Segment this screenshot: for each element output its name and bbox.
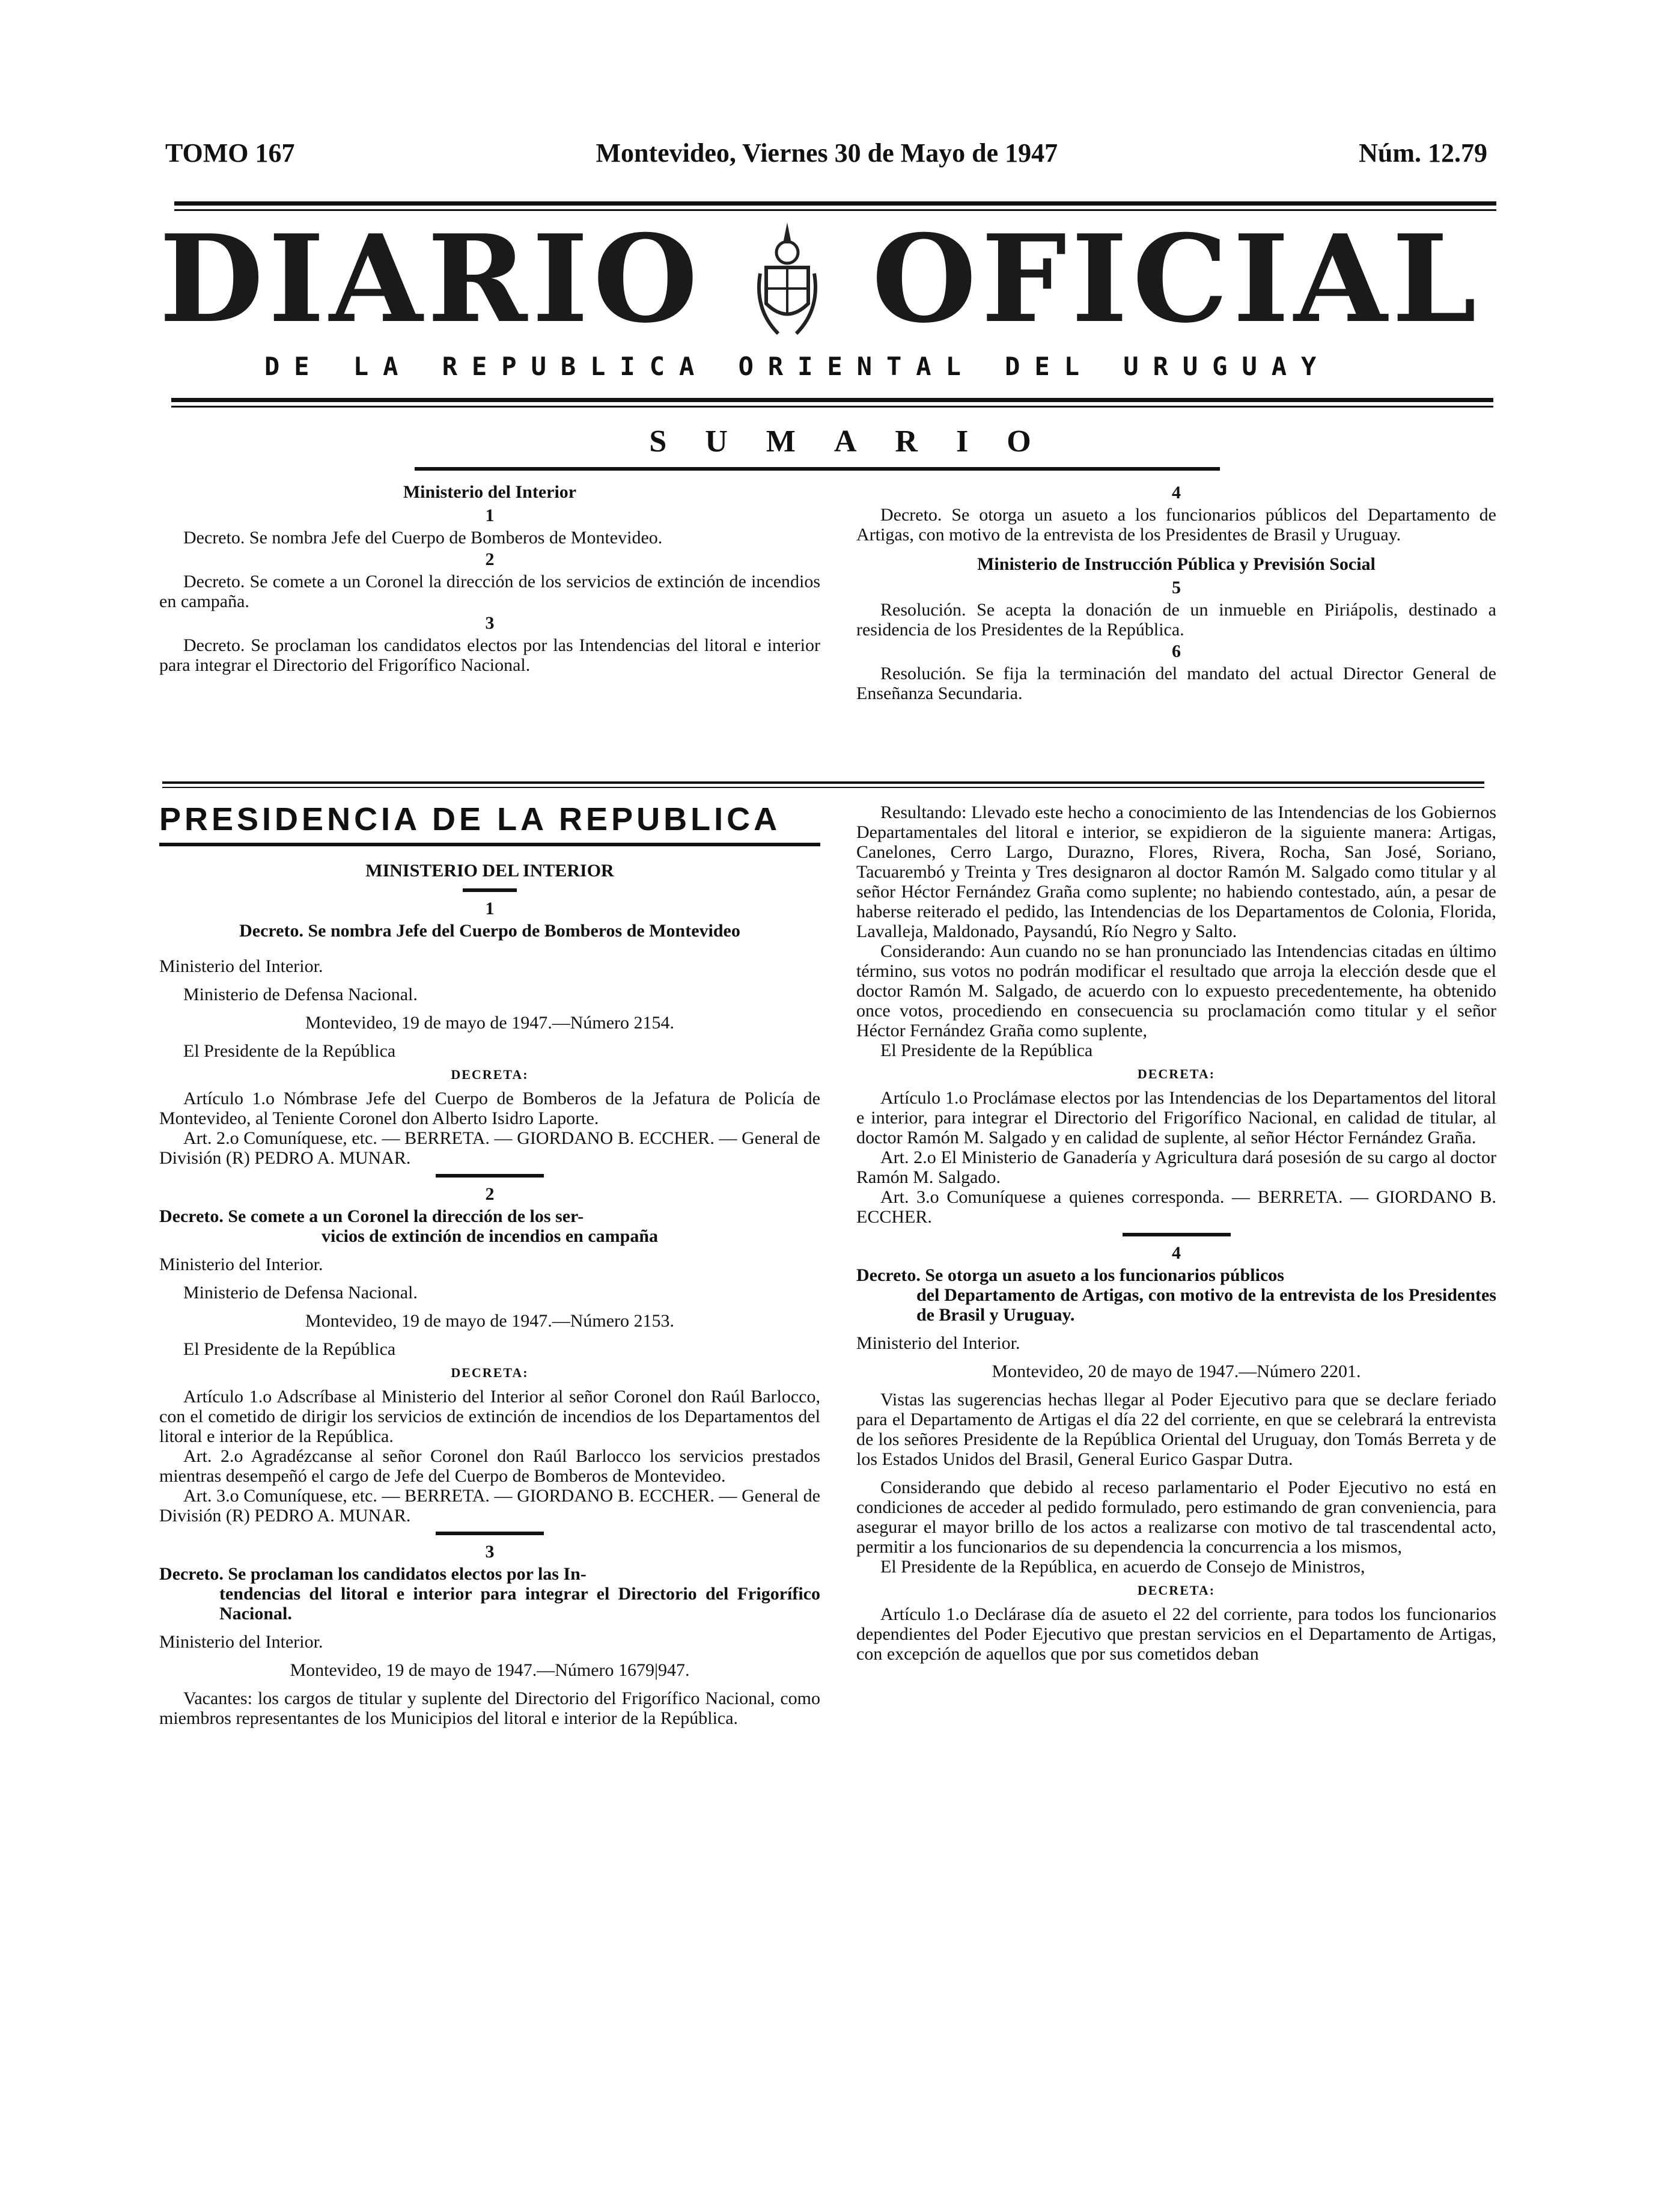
sumario-item-number: 3: [485, 613, 495, 633]
sumario-rule: [415, 467, 1220, 471]
president-line: El Presidente de la República: [880, 1040, 1093, 1060]
ministry-line: Ministerio de Defensa Nacional.: [183, 985, 418, 1004]
resultando-paragraph: Resultando: Llevado este hecho a conocimiento de las Intendencias de los Gobiernos Departamentales del litoral e interior, se expidieron de la siguiente manera: Artigas, Canelones, Cerro Largo, Durazno, Flores, Rivera, Rocha, San José, Soriano, Tacuarembó y Treinta y Tres designaron al doctor Ramón M. Salgado como titular y al señor Héctor Fernández Graña como suplente; no habiendo contestado, aún, a pesar de haberse reiterado el pedido, las Intendencias de los Departamentos de Colonia, Florida, Lavalleja, Maldonado, Paysandú, Río Negro y Salto.: [856, 802, 1496, 941]
sumario-item: Decreto. Se nombra Jefe del Cuerpo de Bomberos de Montevideo.: [183, 528, 663, 548]
issue-number: Núm. 12.79: [1359, 138, 1487, 168]
sumario-left-column: [159, 481, 820, 675]
ministry-line: Ministerio del Interior.: [159, 1254, 323, 1274]
sumario-ministry: Ministerio de Instrucción Pública y Previsión Social: [977, 554, 1376, 574]
decree-heading: Decreto. Se nombra Jefe del Cuerpo de Bomberos de Montevideo: [239, 921, 740, 941]
section-rule: [159, 843, 820, 846]
sumario-item: Resolución. Se acepta la donación de un inmueble en Piriápolis, destinado a residencia de los Presidentes de la República.: [856, 600, 1496, 640]
sumario-item-number: 2: [485, 549, 495, 569]
sumario-divider: [162, 781, 1484, 784]
article: Art. 2.o El Ministerio de Ganadería y Agricultura dará posesión de su cargo al doctor Ramón M. Salgado.: [856, 1147, 1496, 1187]
considerando-paragraph: Considerando: Aun cuando no se han pronunciado las Intendencias citadas en último término, sus votos no podrán modificar el resultado que arroja la elección desde que el doctor Ramón M. Salgado, de acuerdo con lo expuesto precedentemente, ha obtenido once votos, procediendo en consecuencia su proclamación como titular y el señor Héctor Fernández Graña como suplente,: [856, 941, 1496, 1040]
article: Artículo 1.o Declárase día de asueto el 22 del corriente, para todos los funcionarios dependientes del Poder Ejecutivo que prestan servicios en el Departamento de Artigas, con excepción de aquellos que por sus cometidos deban: [856, 1604, 1496, 1664]
issue-date: Montevideo, Viernes 30 de Mayo de 1947: [596, 138, 1058, 168]
short-rule: [463, 888, 517, 892]
decreta-label: DECRETA:: [1137, 1583, 1216, 1598]
sumario-item: Decreto. Se comete a un Coronel la dirección de los servicios de extinción de incendios en campaña.: [159, 572, 820, 611]
body-right-column: [856, 802, 1496, 1664]
article: Art. 2.o Agradézcanse al señor Coronel don Raúl Barlocco los servicios prestados mientras desempeñó el cargo de Jefe del Cuerpo de Bomberos de Montevideo.: [159, 1446, 820, 1486]
decree-number: 4: [1172, 1243, 1181, 1263]
ministry-line: Ministerio de Defensa Nacional.: [183, 1283, 418, 1303]
decree-heading: Decreto. Se otorga un asueto a los funcionarios públicos: [856, 1265, 1284, 1285]
sumario-item-number: 1: [485, 506, 495, 525]
sumario-item-number: 5: [1172, 578, 1181, 597]
volume-label: TOMO 167: [165, 138, 295, 168]
ministry-line: Ministerio del Interior.: [159, 1632, 323, 1652]
short-rule: [436, 1174, 544, 1178]
vacantes-paragraph: Vacantes: los cargos de titular y suplente del Directorio del Frigorífico Nacional, como miembros representantes de los Municipios del litoral e interior de la República.: [159, 1688, 820, 1728]
article: Art. 3.o Comuníquese a quienes corresponda. — BERRETA. — GIORDANO B. ECCHER.: [856, 1187, 1496, 1227]
short-rule: [1123, 1233, 1231, 1236]
decree-heading: Decreto. Se comete a un Coronel la dirección de los ser-: [159, 1206, 584, 1226]
sumario-item-number: 4: [1172, 483, 1181, 503]
sumario-ministry: Ministerio del Interior: [403, 482, 577, 502]
sumario-title: SUMARIO: [649, 424, 1070, 459]
masthead-subtitle: DE LA REPUBLICA ORIENTAL DEL URUGUAY: [264, 352, 1331, 381]
president-line: El Presidente de la República: [183, 1339, 396, 1359]
decree-heading-cont: tendencias del litoral e interior para integrar el Directorio del Frigorífico Nacional.: [219, 1584, 820, 1624]
body-left-column: [159, 799, 820, 1728]
decreta-label: DECRETA:: [1137, 1066, 1216, 1081]
title-diario: DIARIO: [159, 209, 703, 350]
sumario-item: Resolución. Se fija la terminación del mandato del actual Director General de Enseñanza Secundaria.: [856, 664, 1496, 703]
title-oficial: OFICIAL: [871, 209, 1481, 350]
sumario-item: Decreto. Se proclaman los candidatos electos por las Intendencias del litoral e interior para integrar el Directorio del Frigorífico Nacional.: [159, 635, 820, 675]
short-rule: [436, 1532, 544, 1535]
sumario-item: Decreto. Se otorga un asueto a los funcionarios públicos del Departamento de Artigas, con motivo de la entrevista de los Presidentes de Brasil y Uruguay.: [856, 505, 1496, 545]
article: Artículo 1.o Proclámase electos por las Intendencias de los Departamentos del litoral e interior, para integrar el Directorio del Frigorífico Nacional, en calidad de titular, al doctor Ramón M. Salgado y en calidad de suplente, al señor Héctor Fernández Graña.: [856, 1088, 1496, 1147]
article: Art. 3.o Comuníquese, etc. — BERRETA. — GIORDANO B. ECCHER. — General de División (R) PEDRO A. MUNAR.: [159, 1486, 820, 1526]
sumario-right-column: [856, 481, 1496, 703]
sumario-item-number: 6: [1172, 641, 1181, 661]
article: Art. 2.o Comuníquese, etc. — BERRETA. — GIORDANO B. ECCHER. — General de División (R) PEDRO A. MUNAR.: [159, 1128, 820, 1168]
coat-of-arms-icon: [754, 219, 820, 340]
ministry-title: MINISTERIO DEL INTERIOR: [365, 861, 614, 881]
decree-heading-cont: del Departamento de Artigas, con motivo de la entrevista de los Presidentes de Brasil y Uruguay.: [916, 1285, 1496, 1325]
ministry-line: Ministerio del Interior.: [856, 1333, 1020, 1353]
dateline: Montevideo, 19 de mayo de 1947.—Número 2154.: [305, 1013, 675, 1033]
dateline: Montevideo, 20 de mayo de 1947.—Número 2201.: [992, 1361, 1361, 1381]
decree-number: 3: [485, 1542, 495, 1562]
dateline: Montevideo, 19 de mayo de 1947.—Número 2153.: [305, 1311, 675, 1331]
dateline: Montevideo, 19 de mayo de 1947.—Número 1679|947.: [290, 1660, 690, 1680]
masthead-topline: [165, 135, 1487, 171]
president-line: El Presidente de la República, en acuerdo de Consejo de Ministros,: [880, 1557, 1365, 1577]
masthead-rule-bottom: [171, 398, 1493, 402]
president-line: El Presidente de la República: [183, 1041, 396, 1061]
decreta-label: DECRETA:: [451, 1067, 529, 1082]
ministry-line: Ministerio del Interior.: [159, 956, 323, 976]
article: Artículo 1.o Adscríbase al Ministerio del Interior al señor Coronel don Raúl Barlocco, con el cometido de dirigir los servicios de extinción de incendios de los Departamentos del litoral e interior de la República.: [159, 1387, 820, 1446]
masthead-rule-top: [174, 201, 1496, 206]
considerando-paragraph: Considerando que debido al receso parlamentario el Poder Ejecutivo no está en condiciones de acceder al pedido formulado, pero estimando de gran conveniencia, para asegurar el mayor brillo de los actos a realizarse con motivo de tal trascendental acto, permitir a los funcionarios de su dependencia la concurrencia a los mismos,: [856, 1477, 1496, 1557]
decree-heading: Decreto. Se proclaman los candidatos electos por las In-: [159, 1564, 587, 1584]
vistas-paragraph: Vistas las sugerencias hechas llegar al Poder Ejecutivo para que se declare feriado para el Departamento de Artigas el día 22 del corriente, en que se celebrará la entrevista de los señores Presidente de la República Oriental del Uruguay, don Tomás Berreta y de los Estados Unidos del Brasil, General Eurico Gaspar Dutra.: [856, 1390, 1496, 1469]
article: Artículo 1.o Nómbrase Jefe del Cuerpo de Bomberos de la Jefatura de Policía de Montevideo, al Teniente Coronel don Alberto Isidro Laporte.: [159, 1089, 820, 1128]
decreta-label: DECRETA:: [451, 1365, 529, 1380]
masthead-title: [159, 209, 1481, 350]
decree-number: 2: [485, 1184, 495, 1204]
decree-number: 1: [485, 899, 495, 918]
section-title: PRESIDENCIA DE LA REPUBLICA: [159, 801, 781, 837]
decree-heading-cont: vicios de extinción de incendios en campaña: [321, 1226, 659, 1246]
